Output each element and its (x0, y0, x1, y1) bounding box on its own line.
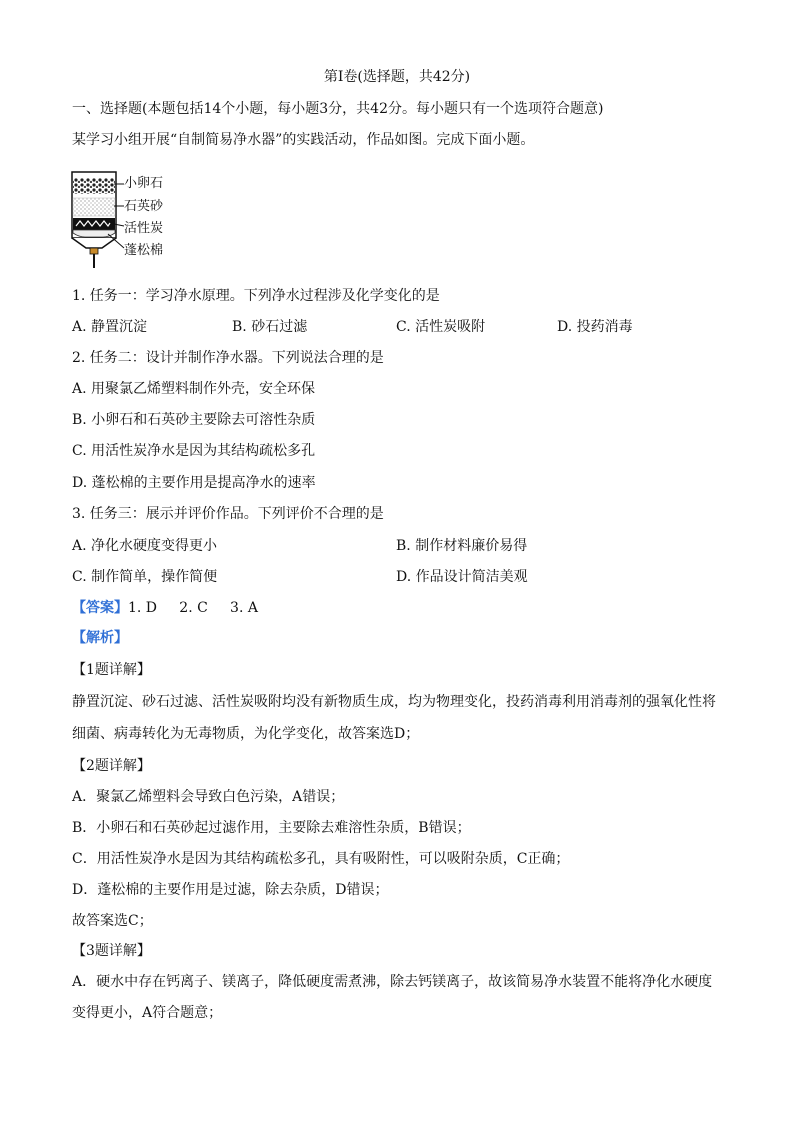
q2-analysis-heading: 【2题详解】 (72, 758, 151, 774)
analysis-tag: 【解析】 (72, 630, 128, 646)
section-heading: 一、选择题(本题包括14个小题，每小题3分，共42分。每小题只有一个选项符合题意) (72, 101, 604, 117)
q2-analysis-d: D．蓬松棉的主要作用是过滤，除去杂质，D错误； (72, 882, 389, 898)
diagram-label-carbon: 活性炭 (124, 221, 164, 236)
question-3-option-c: C. 制作简单，操作简便 (72, 569, 218, 585)
question-2-option-d: D. 蓬松棉的主要作用是提高净水的速率 (72, 475, 316, 491)
question-1-option-c: C. 活性炭吸附 (396, 319, 486, 335)
diagram-label-cotton: 蓬松棉 (124, 243, 164, 258)
pebble-layer (73, 178, 115, 194)
question-3-option-d: D. 作品设计简洁美观 (396, 569, 528, 585)
page-title: 第Ⅰ卷(选择题，共42分) (323, 69, 471, 85)
answer-line (72, 599, 258, 617)
intro-text: 某学习小组开展“自制简易净水器”的实践活动，作品如图。完成下面小题。 (72, 132, 535, 148)
answer-text: 1. D 2. C 3. A (128, 600, 258, 616)
q3-analysis-heading: 【3题详解】 (72, 943, 151, 959)
q2-analysis-a: A．聚氯乙烯塑料会导致白色污染，A错误； (72, 789, 345, 805)
question-3-stem: 3. 任务三：展示并评价作品。下列评价不合理的是 (72, 506, 384, 522)
q1-analysis-heading: 【1题详解】 (72, 662, 151, 678)
question-2-stem: 2. 任务二：设计并制作净水器。下列说法合理的是 (72, 350, 384, 366)
q3-analysis-line-1: A．硬水中存在钙离子、镁离子，降低硬度需煮沸，除去钙镁离子，故该简易净水装置不能将净化水硬度 (72, 974, 713, 990)
cotton-layer (73, 230, 115, 237)
question-3-option-a: A. 净化水硬度变得更小 (72, 538, 218, 554)
q2-analysis-c: C．用活性炭净水是因为其结构疏松多孔，具有吸附性，可以吸附杂质，C正确； (72, 851, 570, 867)
question-3-option-b: B. 制作材料廉价易得 (396, 538, 528, 554)
diagram-label-sand: 石英砂 (124, 199, 164, 214)
q3-analysis-line-2: 变得更小，A符合题意； (72, 1005, 223, 1021)
q1-analysis-line-2: 细菌、病毒转化为无毒物质，为化学变化，故答案选D； (72, 726, 420, 742)
question-2-option-c: C. 用活性炭净水是因为其结构疏松多孔 (72, 443, 316, 459)
q1-analysis-line-1: 静置沉淀、砂石过滤、活性炭吸附均没有新物质生成，均为物理变化，投药消毒利用消毒剂的强氧化性将 (72, 694, 716, 710)
q2-analysis-conclusion: 故答案选C； (72, 913, 153, 929)
sand-layer (73, 198, 115, 216)
question-1-option-d: D. 投药消毒 (557, 319, 633, 335)
question-1-option-a: A. 静置沉淀 (72, 319, 148, 335)
q2-analysis-b: B．小卵石和石英砂起过滤作用，主要除去难溶性杂质，B错误； (72, 820, 471, 836)
question-1-option-b: B. 砂石过滤 (232, 319, 308, 335)
question-1-stem: 1. 任务一：学习净水原理。下列净水过程涉及化学变化的是 (72, 288, 440, 304)
question-2-option-a: A. 用聚氯乙烯塑料制作外壳，安全环保 (72, 381, 316, 397)
question-2-option-b: B. 小卵石和石英砂主要除去可溶性杂质 (72, 412, 316, 428)
diagram-label-pebble: 小卵石 (124, 176, 164, 191)
answer-tag: 【答案】 (72, 600, 128, 616)
stopper (90, 248, 98, 254)
